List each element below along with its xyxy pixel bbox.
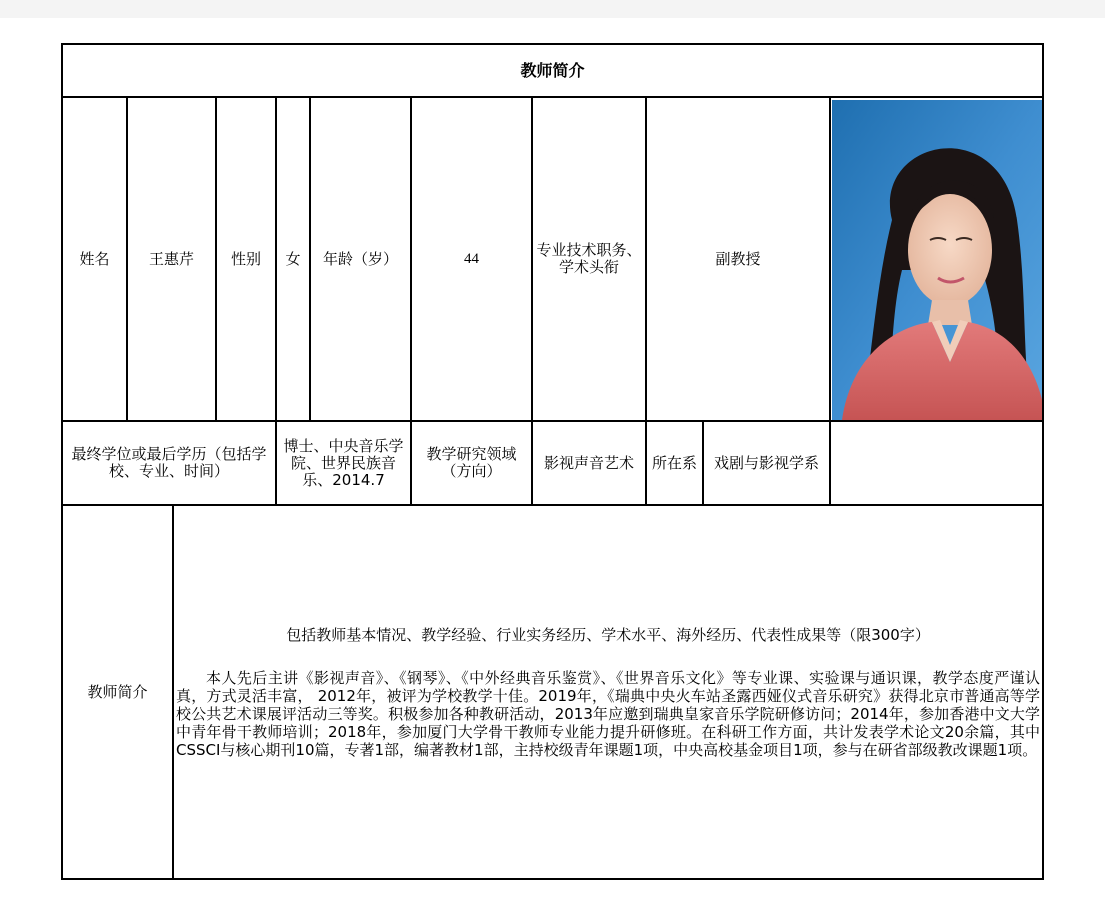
title-value: 副教授 [646, 97, 830, 421]
department-value: 戏剧与影视学系 [703, 421, 830, 505]
bio-text: 本人先后主讲《影视声音》、《钢琴》、《中外经典音乐鉴赏》、《世界音乐文化》等专业课、实验课与通识课，教学态度严谨认真，方式灵活丰富， 2012年，被评为学校教学十佳。2019年，《瑞典中央火车站圣露西娅仪式音乐研究》获得北京市普通高等学校公共艺术课展评活动三等奖。积极参加各种教研活动，2013年应邀到瑞典皇家音乐学院研修访问；2014年，参加香港中文大学中青年骨干教师培训；2018年，参加厦门大学骨干教师专业能力提升研修班。在科研工作方面，共计发表学术论文20余篇，其中CSSCI与核心期刊10篇，专著1部，编著教材1部，主持校级青年课题1项，中央高校基金项目1项，参与在研省部级教改课题1项。 [176, 668, 1041, 759]
gender-label: 性别 [216, 97, 276, 421]
teacher-profile-table [61, 43, 1044, 880]
age-label: 年龄（岁） [310, 97, 411, 421]
bio-content-cell [173, 505, 1043, 879]
department-label: 所在系 [646, 421, 703, 505]
name-label: 姓名 [62, 97, 127, 421]
gender-value: 女 [276, 97, 310, 421]
degree-value: 博士、中央音乐学院、世界民族音乐、2014.7 [276, 421, 411, 505]
bio-label: 教师简介 [62, 505, 173, 879]
empty-cell [830, 421, 1043, 505]
age-value: 44 [411, 97, 532, 421]
bio-caption: 包括教师基本情况、教学经验、行业实务经历、学术水平、海外经历、代表性成果等（限300字） [286, 625, 930, 644]
header-cell [62, 44, 1043, 97]
research-value: 影视声音艺术 [532, 421, 646, 505]
top-bar [0, 0, 1105, 18]
research-label: 教学研究领域（方向） [411, 421, 532, 505]
teacher-photo [832, 100, 1043, 420]
photo-cell [830, 97, 1043, 421]
name-value: 王惠芹 [127, 97, 216, 421]
degree-label: 最终学位或最后学历（包括学校、专业、时间） [62, 421, 276, 505]
title-label: 专业技术职务、学术头衔 [532, 97, 646, 421]
page-title: 教师简介 [520, 60, 585, 80]
